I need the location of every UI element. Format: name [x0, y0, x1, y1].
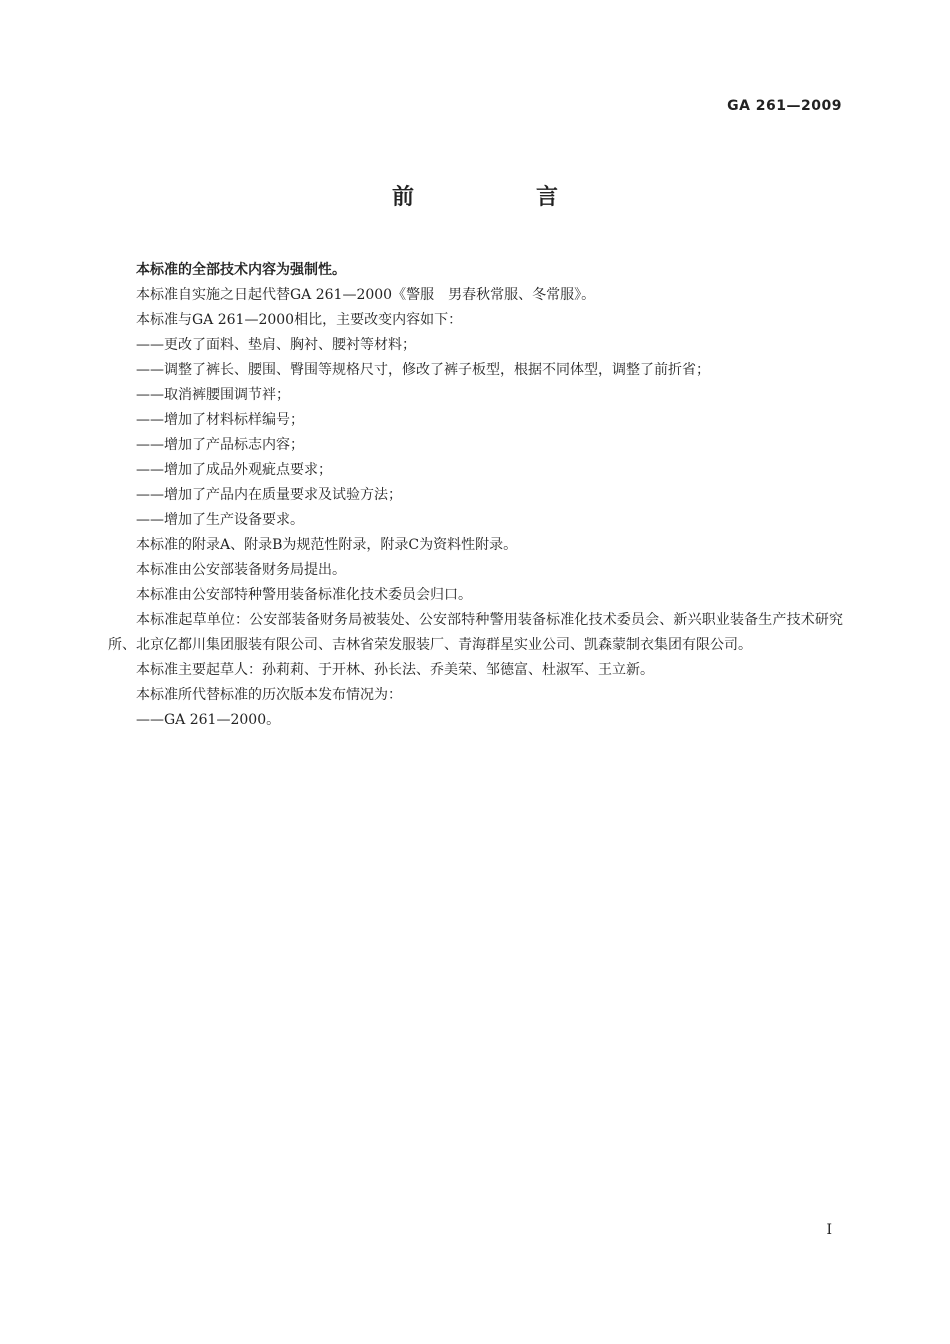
- paragraph-changes-intro: 本标准与GA 261—2000相比，主要改变内容如下：: [136, 312, 463, 328]
- foreword-body: [108, 258, 843, 733]
- paragraph-replaces: 本标准自实施之日起代替GA 261—2000《警服 男春秋常服、冬常服》。: [136, 287, 596, 303]
- change-item: ——增加了材料标样编号；: [136, 412, 304, 428]
- change-item: ——更改了面料、垫肩、胸衬、腰衬等材料；: [136, 337, 416, 353]
- paragraph-drafting-units: 本标准起草单位：公安部装备财务局被装处、公安部特种警用装备标准化技术委员会、新兴职业装备生产技术研究所、北京亿都川集团服装有限公司、吉林省荣发服装厂、青海群星实业公司、凯森蒙制衣集团有限公司。: [108, 612, 843, 653]
- paragraph-version-history-intro: 本标准所代替标准的历次版本发布情况为：: [136, 687, 402, 703]
- paragraph-mandatory-statement: 本标准的全部技术内容为强制性。: [136, 262, 346, 278]
- paragraph-annexes: 本标准的附录A、附录B为规范性附录，附录C为资料性附录。: [136, 537, 518, 553]
- change-item: ——增加了成品外观疵点要求；: [136, 462, 332, 478]
- standard-number: GA 261—2009: [727, 98, 842, 114]
- paragraph-under-jurisdiction: 本标准由公安部特种警用装备标准化技术委员会归口。: [136, 587, 472, 603]
- paragraph-drafters: 本标准主要起草人：孙莉莉、于开林、孙长法、乔美荣、邹德富、杜淑军、王立新。: [136, 662, 654, 678]
- change-item: ——增加了生产设备要求。: [136, 512, 304, 528]
- change-item: ——调整了裤长、腰围、臀围等规格尺寸，修改了裤子板型，根据不同体型，调整了前折省；: [136, 362, 710, 378]
- version-history-item: ——GA 261—2000。: [136, 712, 281, 728]
- page-title: 前 言: [391, 185, 608, 210]
- change-item: ——增加了产品标志内容；: [136, 437, 304, 453]
- change-item: ——取消裤腰围调节袢；: [136, 387, 290, 403]
- change-item: ——增加了产品内在质量要求及试验方法；: [136, 487, 402, 503]
- page-number: I: [826, 1222, 832, 1238]
- paragraph-proposed-by: 本标准由公安部装备财务局提出。: [136, 562, 346, 578]
